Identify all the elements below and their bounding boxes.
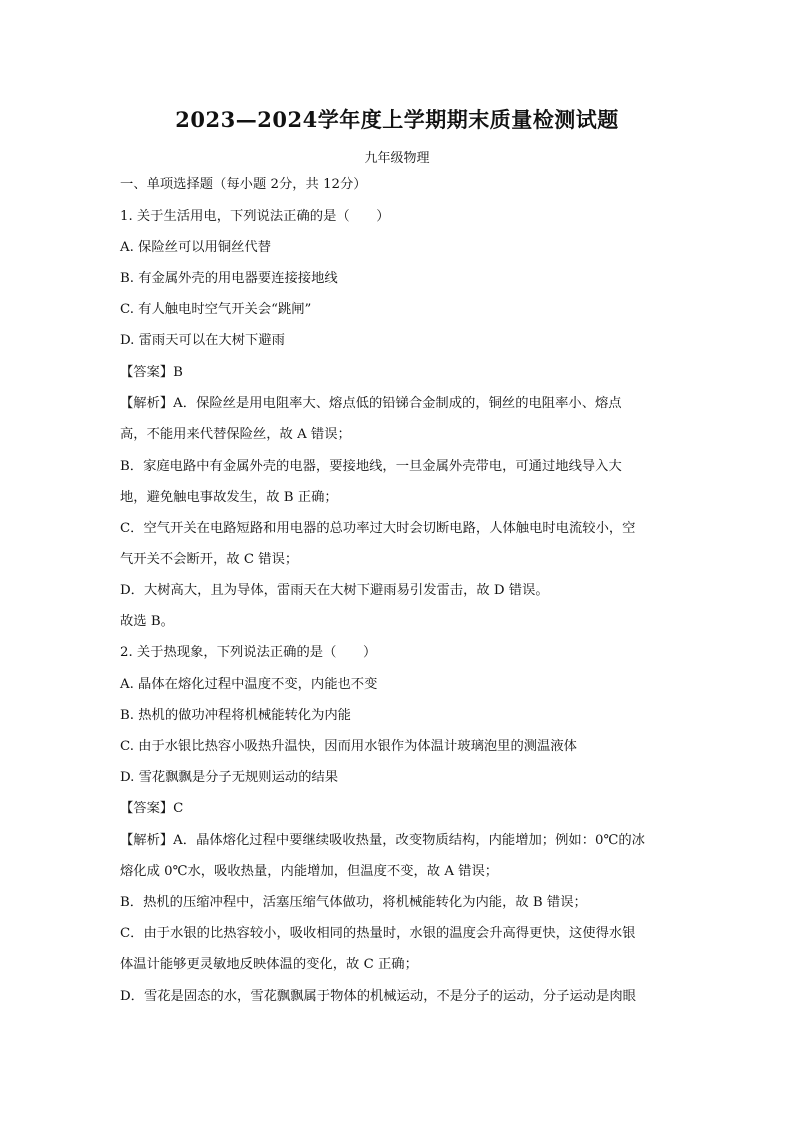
question-1-analysis-line: D．大树高大，且为导体，雷雨天在大树下避雨易引发雷击，故 D 错误。: [120, 583, 549, 598]
question-1-analysis-line: C．空气开关在电路短路和用电器的总功率过大时会切断电路，人体触电时电流较小，空: [120, 521, 636, 536]
question-1-option-a: A. 保险丝可以用铜丝代替: [120, 240, 272, 255]
question-2-option-a: A. 晶体在熔化过程中温度不变，内能也不变: [120, 677, 378, 692]
question-2-analysis-line: B．热机的压缩冲程中，活塞压缩气体做功，将机械能转化为内能，故 B 错误；: [120, 895, 587, 910]
question-2-analysis-line: 【解析】A．晶体熔化过程中要继续吸收热量，改变物质结构，内能增加；例如：0℃的冰: [120, 833, 645, 848]
question-2-option-d: D. 雪花飘飘是分子无规则运动的结果: [120, 770, 339, 785]
question-2-analysis-line: 体温计能够更灵敏地反映体温的变化，故 C 正确；: [120, 957, 418, 972]
question-2-option-c: C. 由于水银比热容小吸热升温快，因而用水银作为体温计玻璃泡里的测温液体: [120, 739, 577, 754]
question-1-analysis-line: 地，避免触电事故发生，故 B 正确；: [120, 490, 338, 505]
question-1-stem: 1. 关于生活用电，下列说法正确的是（ ）: [120, 209, 390, 224]
question-2-analysis-line: C．由于水银的比热容较小，吸收相同的热量时，水银的温度会升高得更快，这使得水银: [120, 926, 636, 941]
question-1-analysis-line: 【解析】A．保险丝是用电阻率大、熔点低的铅锑合金制成的，铜丝的电阻率小、熔点: [120, 396, 622, 411]
question-2-answer: 【答案】C: [120, 801, 184, 816]
question-1-option-b: B. 有金属外壳的用电器要连接接地线: [120, 271, 338, 286]
section-heading: 一、单项选择题（每小题 2分，共 12分）: [120, 177, 367, 192]
question-2-analysis-line: D．雪花是固态的水，雪花飘飘属于物体的机械运动，不是分子的运动，分子运动是肉眼: [120, 989, 636, 1004]
question-1-conclusion: 故选 B。: [120, 614, 174, 629]
question-2-option-b: B. 热机的做功冲程将机械能转化为内能: [120, 708, 351, 723]
question-1-option-c: C. 有人触电时空气开关会“跳闸”: [120, 302, 312, 317]
question-1-answer: 【答案】B: [120, 365, 183, 380]
page-subtitle: 九年级物理: [364, 151, 430, 166]
question-1-analysis-line: 气开关不会断开，故 C 错误；: [120, 552, 299, 567]
question-1-analysis-line: B．家庭电路中有金属外壳的电器，要接地线，一旦金属外壳带电，可通过地线导入大: [120, 459, 622, 474]
page-title: 2023—2024学年度上学期期末质量检测试题: [175, 107, 619, 132]
question-2-stem: 2. 关于热现象，下列说法正确的是（ ）: [120, 645, 377, 660]
question-1-analysis-line: 高，不能用来代替保险丝，故 A 错误；: [120, 427, 351, 442]
question-1-option-d: D. 雷雨天可以在大树下避雨: [120, 333, 285, 348]
question-2-analysis-line: 熔化成 0℃水，吸收热量，内能增加，但温度不变，故 A 错误；: [120, 864, 499, 879]
